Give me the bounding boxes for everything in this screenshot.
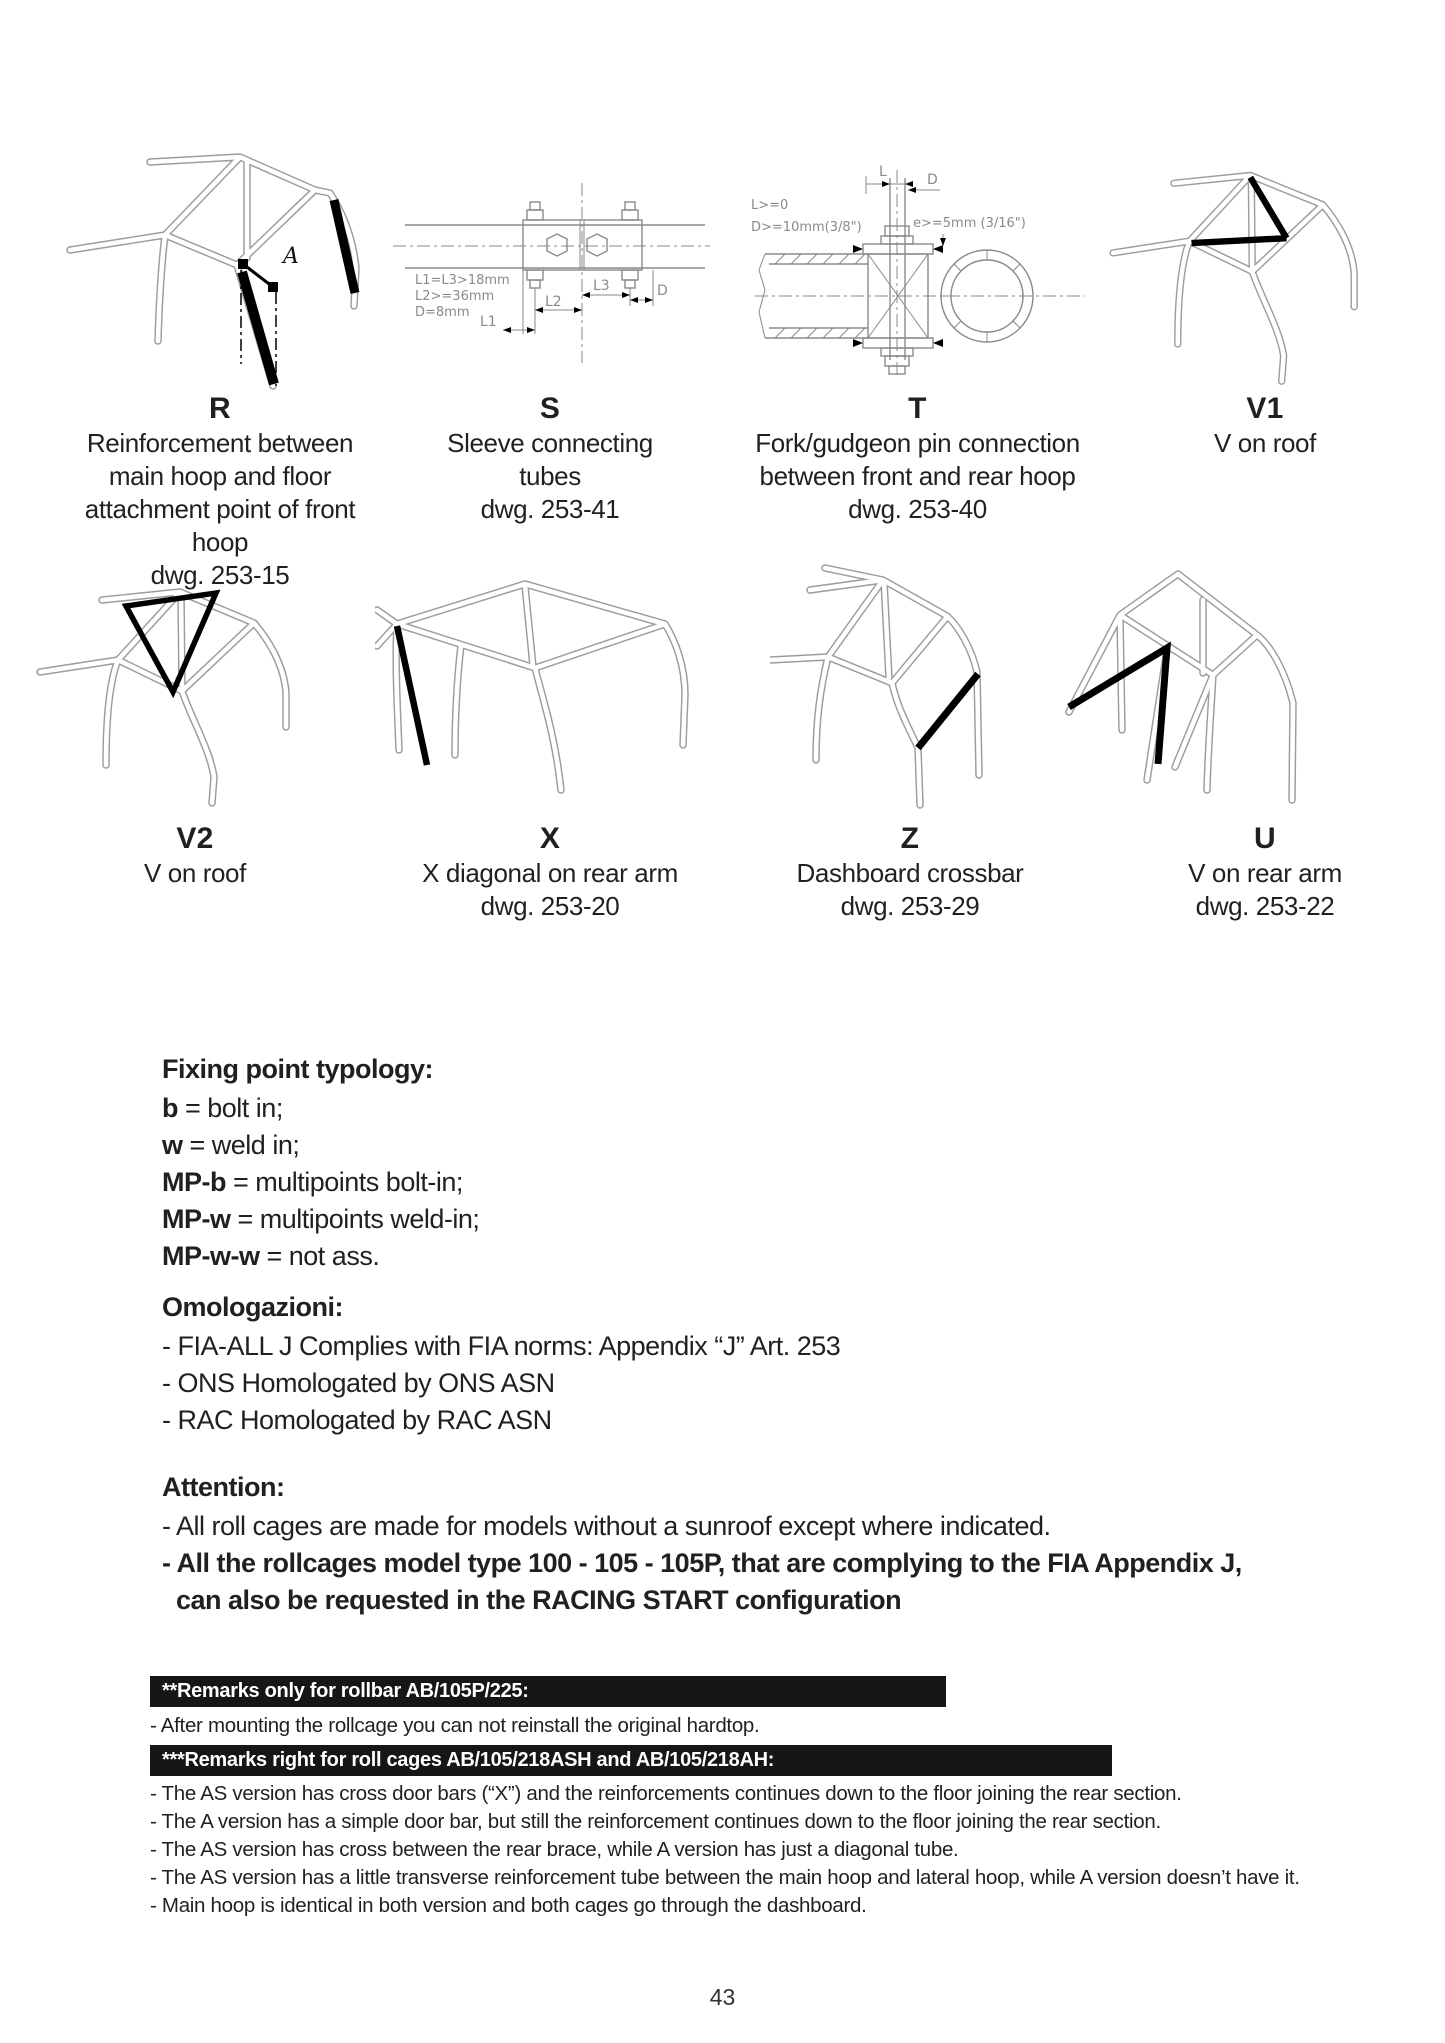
attention-heading: Attention: xyxy=(162,1472,285,1502)
fork-note-d: D>=10mm(3/8") xyxy=(751,220,862,235)
sleeve-note-l1: L1=L3>18mm xyxy=(415,273,510,288)
figure-u-letter: U xyxy=(1254,822,1276,855)
figure-u-dwg: dwg. 253-22 xyxy=(1195,891,1335,921)
figure-t xyxy=(735,148,1100,526)
sleeve-note-l2: L2>=36mm xyxy=(415,289,495,304)
figure-z xyxy=(740,560,1080,923)
remark-line: - The AS version has cross between the rear brace, while A version has just a diagonal tube. xyxy=(150,1838,959,1861)
figure-x-dwg: dwg. 253-20 xyxy=(480,891,620,921)
rollcage-r-drawing xyxy=(55,148,385,393)
rollcage-z-drawing xyxy=(770,560,1040,815)
fork-pin-drawing xyxy=(735,148,1100,393)
remark-line: - After mounting the rollcage you can not reinstall the original hardtop. xyxy=(150,1714,760,1737)
figure-s-letter: S xyxy=(539,392,561,425)
rollcage-v1-drawing xyxy=(1100,148,1430,393)
fixing-term: MP-w xyxy=(162,1204,231,1234)
rollcage-v2-drawing xyxy=(30,560,360,815)
figure-z-caption: Dashboard crossbar xyxy=(796,858,1024,888)
fixing-item xyxy=(162,1164,479,1201)
figure-v1-caption: V on roof xyxy=(1214,428,1316,458)
attention-bold-text: - All the rollcages model type 100 - 105 - 105P, that are complying to the FIA Appendix J, xyxy=(162,1548,1242,1578)
omologazioni-item: - FIA-ALL J Complies with FIA norms: Appendix “J” Art. 253 xyxy=(162,1331,841,1361)
figure-v1-letter: V1 xyxy=(1246,392,1284,425)
sleeve-drawing xyxy=(385,148,715,393)
figure-v2 xyxy=(30,560,360,890)
fixing-def: = not ass. xyxy=(259,1241,380,1271)
fixing-heading: Fixing point typology: xyxy=(162,1054,433,1084)
point-a-label: A xyxy=(283,244,299,269)
figure-s-caption: Sleeve connecting tubes xyxy=(447,428,653,491)
fixing-item xyxy=(162,1238,479,1275)
omologazioni-section xyxy=(162,1290,840,1439)
fixing-def: = multipoints bolt-in; xyxy=(225,1167,463,1197)
figure-r-dwg: dwg. 253-15 xyxy=(150,560,290,590)
figure-u-caption: V on rear arm xyxy=(1188,858,1342,888)
figure-v2-caption: V on roof xyxy=(144,858,246,888)
remarks-rollcages-body xyxy=(150,1780,1300,1920)
figure-r-caption: Reinforcement between main hoop and floor attachment point of front hoop xyxy=(84,428,356,557)
attention-bold-text: can also be requested in the RACING START configuration xyxy=(176,1585,902,1615)
fixing-item xyxy=(162,1201,479,1238)
dim-label-l: L xyxy=(879,164,887,180)
remarks-rollbar-body xyxy=(150,1712,759,1740)
figure-r xyxy=(55,148,385,592)
dim-label-l2: L2 xyxy=(545,294,562,310)
rollcage-u-drawing xyxy=(1045,560,1445,815)
dim-label-d: D xyxy=(657,283,668,299)
remark-line: - Main hoop is identical in both version and both cages go through the dashboard. xyxy=(150,1894,867,1917)
figure-x xyxy=(375,560,725,923)
fixing-def: = weld in; xyxy=(182,1130,300,1160)
attention-item: - All roll cages are made for models without a sunroof except where indicated. xyxy=(162,1511,1051,1541)
figure-x-caption: X diagonal on rear arm xyxy=(422,858,678,888)
fixing-term: b xyxy=(162,1093,178,1123)
remark-line: - The AS version has a little transverse reinforcement tube between the main hoop and lateral hoop, while A version doesn’t have it. xyxy=(150,1866,1300,1889)
figure-x-letter: X xyxy=(539,822,561,855)
fixing-term: MP-w-w xyxy=(162,1241,260,1271)
figure-z-dwg: dwg. 253-29 xyxy=(840,891,980,921)
omologazioni-item: - ONS Homologated by ONS ASN xyxy=(162,1368,555,1398)
fixing-item xyxy=(162,1090,479,1127)
figure-z-letter: Z xyxy=(900,822,920,855)
attention-section xyxy=(162,1470,1242,1619)
dim-label-l3: L3 xyxy=(593,278,610,294)
figure-r-letter: R xyxy=(209,392,231,425)
fixing-point-typology-section xyxy=(162,1052,479,1275)
fork-note-l: L>=0 xyxy=(751,198,789,213)
figure-s-dwg: dwg. 253-41 xyxy=(480,494,620,524)
sleeve-note-d: D=8mm xyxy=(415,305,470,320)
fork-note-e: e>=5mm (3/16") xyxy=(913,216,1026,231)
page-number: 43 xyxy=(709,1984,736,2010)
figure-u xyxy=(1080,560,1445,923)
remark-line: - The A version has a simple door bar, but still the reinforcement continues down to the floor joining the rear section. xyxy=(150,1810,1161,1833)
remarks-rollcages-bar: ***Remarks right for roll cages AB/105/218ASH and AB/105/218AH: xyxy=(150,1745,1112,1776)
omologazioni-item: - RAC Homologated by RAC ASN xyxy=(162,1405,552,1435)
dim-label-d: D xyxy=(927,172,938,188)
figure-t-dwg: dwg. 253-40 xyxy=(848,494,987,524)
figure-v1 xyxy=(1100,148,1430,460)
omologazioni-heading: Omologazioni: xyxy=(162,1292,343,1322)
fixing-item xyxy=(162,1127,479,1164)
figure-v2-letter: V2 xyxy=(176,822,214,855)
fixing-def: = multipoints weld-in; xyxy=(230,1204,480,1234)
dim-label-l1: L1 xyxy=(480,314,497,330)
fixing-term: w xyxy=(162,1130,183,1160)
figure-t-caption: Fork/gudgeon pin connection between front and rear hoop xyxy=(755,428,1080,491)
remarks-rollbar-bar: **Remarks only for rollbar AB/105P/225: xyxy=(150,1676,946,1707)
attention-item-bold xyxy=(162,1545,1242,1582)
remark-line: - The AS version has cross door bars (“X”) and the reinforcements continues down to the floor joining the rear section. xyxy=(150,1782,1182,1805)
figure-s xyxy=(385,148,715,526)
attention-item-bold xyxy=(162,1582,1242,1619)
fixing-term: MP-b xyxy=(162,1167,226,1197)
fixing-def: = bolt in; xyxy=(178,1093,283,1123)
rollcage-x-drawing xyxy=(375,560,725,815)
figure-t-letter: T xyxy=(908,392,927,425)
